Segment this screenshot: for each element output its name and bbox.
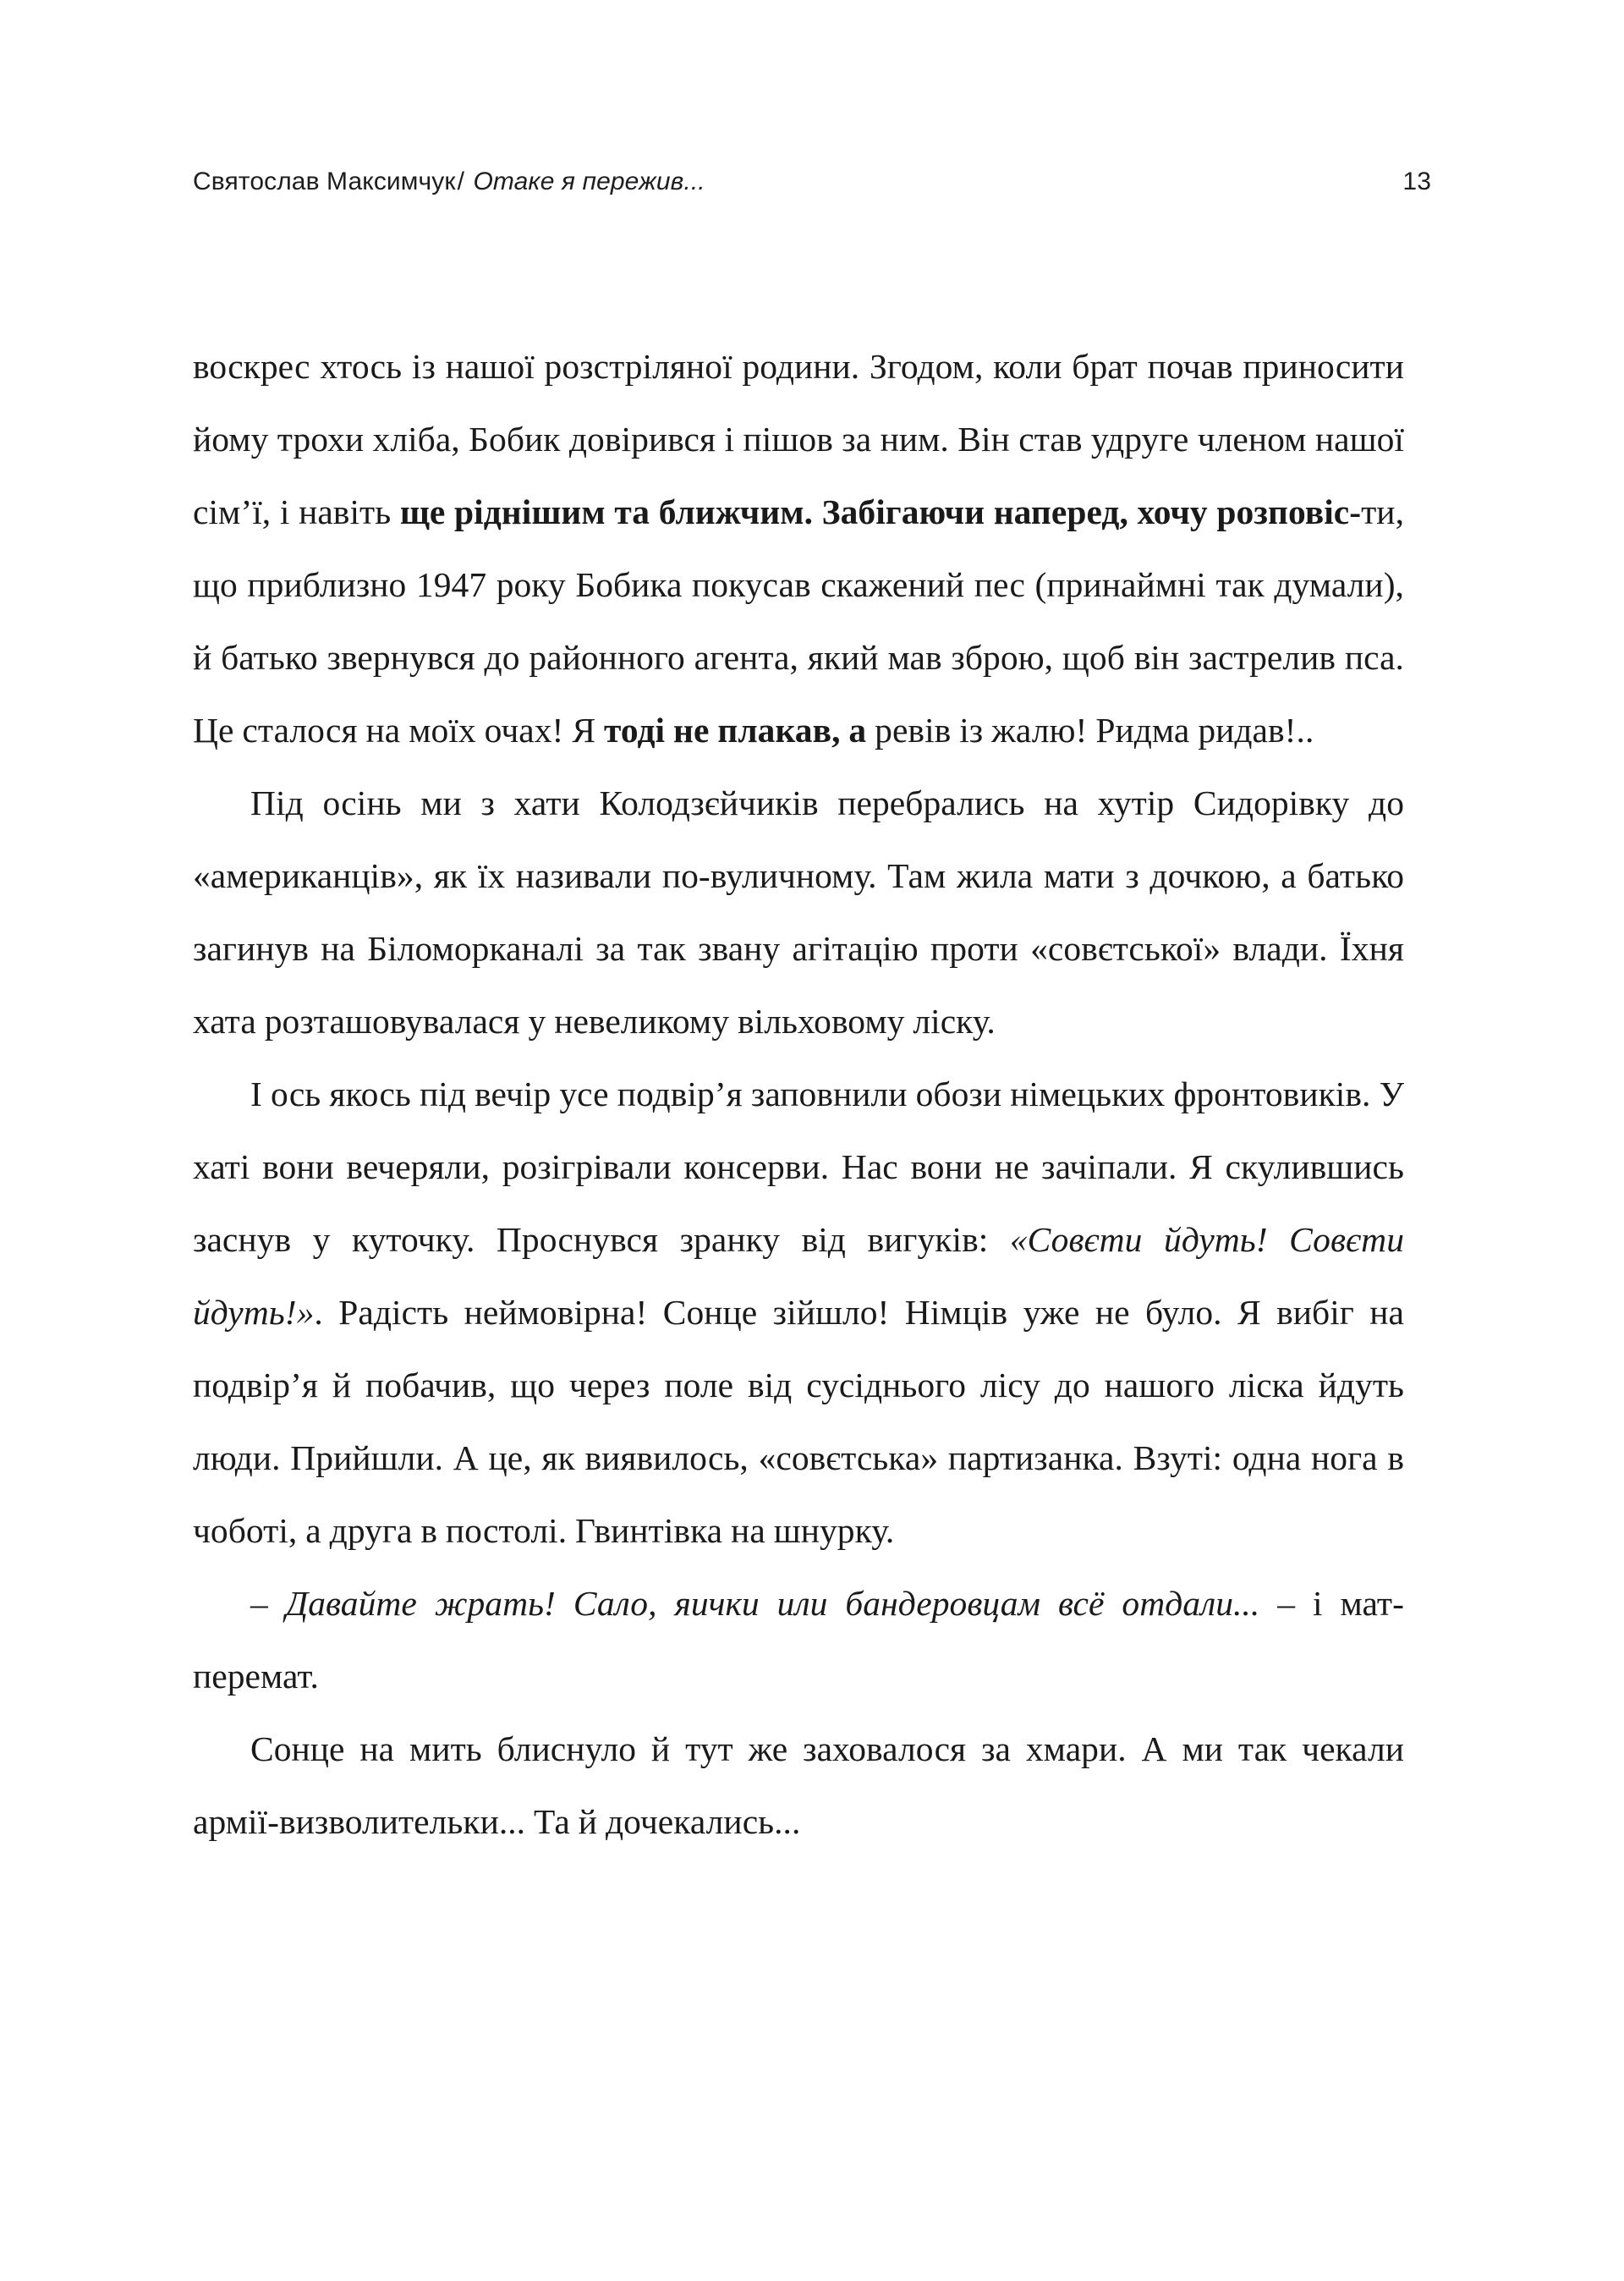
paragraph-4-dialogue bbox=[193, 1567, 1404, 1712]
body-text-block bbox=[193, 330, 1404, 1858]
running-head-author: Святослав Максимчук bbox=[193, 168, 456, 195]
paragraph-2 bbox=[193, 767, 1404, 1058]
page-number: 13 bbox=[1402, 168, 1431, 195]
text-run: воскрес хтось із нашої розстріляної родини. Згодом, коли брат почав приносити йому трохи хліба, Бобик довірився і пішов за ним. Він став удруге членом нашої сім’ї, і навіть bbox=[193, 347, 1404, 531]
text-run-italic-quote: «Совєти йдуть! Совєти йдуть!» bbox=[193, 1220, 1404, 1332]
text-run: ти, що приблизно 1947 року Бобика покусав скажений пес (принаймні так думали), й батько звернувся до районного агента, який мав зброю, щоб він застрелив пса. Це сталося на моїх очах! Я bbox=[193, 492, 1404, 750]
running-head-separator: / bbox=[457, 168, 465, 195]
paragraph-5 bbox=[193, 1712, 1404, 1858]
text-run: І ось якось під вечір усе подвір’я заповнили обози німецьких фронтовиків. У хаті вони вечеряли, розігрівали консерви. Нас вони не зачіпали. Я скулившись заснув у куточку. Проснувся зранку від вигуків: bbox=[193, 1075, 1404, 1259]
text-run: Сонце на мить блиснуло й тут же заховалося за хмари. А ми так чекали армії-визволительки... Та й дочекались... bbox=[193, 1729, 1404, 1841]
running-head-title: Отаке я пережив... bbox=[473, 168, 705, 195]
text-run-emphasis: ще ріднішим та ближчим. Забігаючи наперед, хочу розповіс- bbox=[399, 492, 1362, 531]
text-run: – і мат-перемат. bbox=[193, 1584, 1404, 1696]
paragraph-1 bbox=[193, 330, 1404, 767]
text-run: ревів із жалю! Ридма ридав!.. bbox=[866, 711, 1314, 750]
text-run-emphasis: тоді не плакав, а bbox=[603, 711, 867, 750]
text-run: Під осінь ми з хати Колодзєйчиків перебрались на хутір Сидорівку до «американців», як їх називали по-вуличному. Там жила мати з дочкою, а батько загинув на Біломорканалі за так звану агітацію проти «совєтської» влади. Їхня хата розташовувалася у невеликому вільховому ліску. bbox=[193, 783, 1404, 1041]
text-run-italic-dialogue: – Давайте жрать! Сало, яички или бандеровцам всё отдали... bbox=[250, 1584, 1278, 1623]
running-head bbox=[193, 168, 1431, 212]
paragraph-3 bbox=[193, 1058, 1404, 1567]
running-head-left bbox=[193, 168, 705, 196]
text-run: . Радість неймовірна! Сонце зійшло! Німців уже не було. Я вибіг на подвір’я й побачив, що через поле від сусіднього лісу до нашого ліска йдуть люди. Прийшли. А це, як виявилось, «совєтська» партизанка. Взуті: одна нога в чоботі, а друга в постолі. Гвинтівка на шнурку. bbox=[193, 1293, 1404, 1550]
